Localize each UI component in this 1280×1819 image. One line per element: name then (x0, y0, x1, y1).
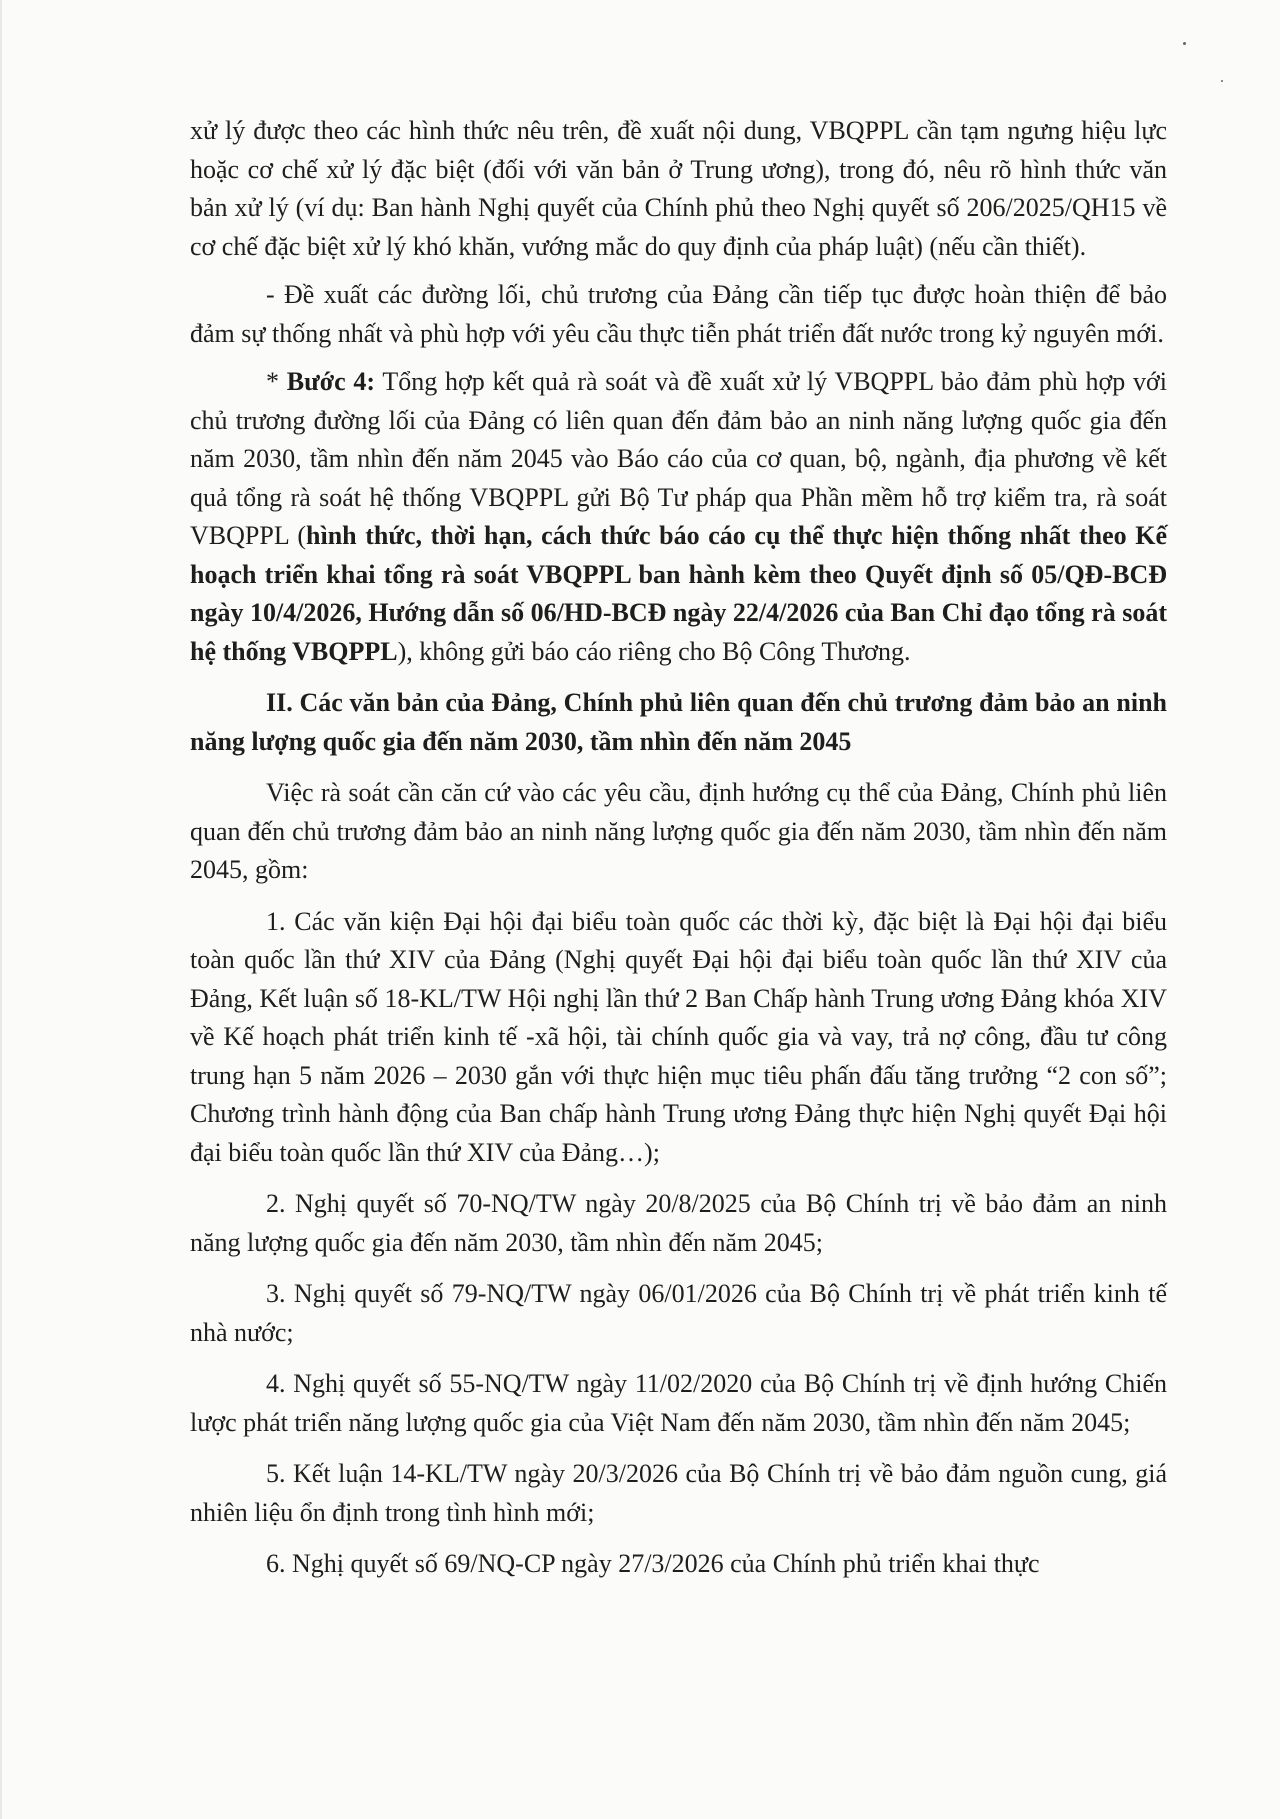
paragraph-step-4 (190, 363, 1167, 671)
step-star: * (266, 367, 287, 396)
step-bold-text: hình thức, thời hạn, cách thức báo cáo cụ thể thực hiện thống nhất theo Kế hoạch triển khai tổng rà soát VBQPPL ban hành kèm theo Quyết định số 05/QĐ-BCĐ ngày 10/4/2026, Hướng dẫn số 06/HD-BCĐ ngày 22/4/2026 của Ban Chỉ đạo tổng rà soát hệ thống VBQPPL (190, 521, 1167, 666)
list-item: 4. Nghị quyết số 55-NQ/TW ngày 11/02/2020 của Bộ Chính trị về định hướng Chiến lược phát triển năng lượng quốc gia của Việt Nam đến năm 2030, tầm nhìn đến năm 2045; (190, 1369, 1167, 1437)
list-item: 3. Nghị quyết số 79-NQ/TW ngày 06/01/2026 của Bộ Chính trị về phát triển kinh tế nhà nước; (190, 1279, 1167, 1347)
scan-edge (0, 0, 2, 1819)
paragraph-continuation: xử lý được theo các hình thức nêu trên, đề xuất nội dung, VBQPPL cần tạm ngưng hiệu lực hoặc cơ chế xử lý đặc biệt (đối với văn bản ở Trung ương), trong đó, nêu rõ hình thức văn bản xử lý (ví dụ: Ban hành Nghị quyết của Chính phủ theo Nghị quyết số 206/2025/QH15 về cơ chế đặc biệt xử lý khó khăn, vướng mắc do quy định của pháp luật) (nếu cần thiết). (190, 116, 1167, 261)
list-item: 5. Kết luận 14-KL/TW ngày 20/3/2026 của Bộ Chính trị về bảo đảm nguồn cung, giá nhiên liệu ổn định trong tình hình mới; (190, 1459, 1167, 1527)
scan-speck (1221, 80, 1223, 82)
paragraph-proposal: - Đề xuất các đường lối, chủ trương của Đảng cần tiếp tục được hoàn thiện để bảo đảm sự thống nhất và phù hợp với yêu cầu thực tiễn phát triển đất nước trong kỷ nguyên mới. (190, 280, 1167, 348)
paragraph-intro: Việc rà soát cần căn cứ vào các yêu cầu, định hướng cụ thể của Đảng, Chính phủ liên quan đến chủ trương đảm bảo an ninh năng lượng quốc gia đến năm 2030, tầm nhìn đến năm 2045, gồm: (190, 778, 1167, 884)
step-label: Bước 4: (286, 367, 376, 396)
scan-speck (1183, 42, 1186, 45)
list-item: 2. Nghị quyết số 70-NQ/TW ngày 20/8/2025 của Bộ Chính trị về bảo đảm an ninh năng lượng quốc gia đến năm 2030, tầm nhìn đến năm 2045; (190, 1189, 1167, 1257)
step-text-a: Tổng hợp kết quả rà soát và đề xuất xử lý VBQPPL bảo đảm phù hợp với chủ trương đường lối của Đảng có liên quan đến đảm bảo an ninh năng lượng quốc gia đến năm 2030, tầm nhìn đến năm 2045 vào Báo cáo của cơ quan, bộ, ngành, địa phương về kết quả tổng rà soát hệ thống VBQPPL gửi Bộ Tư pháp qua Phần mềm hỗ trợ kiểm tra, rà soát VBQPPL ( (190, 367, 1168, 550)
section-heading-text: II. Các văn bản của Đảng, Chính phủ liên quan đến chủ trương đảm bảo an ninh năng lượng quốc gia đến năm 2030, tầm nhìn đến năm 2045 (190, 688, 1167, 756)
list-item: 1. Các văn kiện Đại hội đại biểu toàn quốc các thời kỳ, đặc biệt là Đại hội đại biểu toàn quốc lần thứ XIV của Đảng (Nghị quyết Đại hội đại biểu toàn quốc lần thứ XIV của Đảng, Kết luận số 18-KL/TW Hội nghị lần thứ 2 Ban Chấp hành Trung ương Đảng khóa XIV về Kế hoạch phát triển kinh tế -xã hội, tài chính quốc gia và vay, trả nợ công, đầu tư công trung hạn 5 năm 2026 – 2030 gắn với thực hiện mục tiêu phấn đấu tăng trưởng “2 con số”; Chương trình hành động của Ban chấp hành Trung ương Đảng thực hiện Nghị quyết Đại hội đại biểu toàn quốc lần thứ XIV của Đảng…); (190, 906, 1167, 1167)
section-heading (190, 684, 1167, 761)
step-text-b: ), không gửi báo cáo riêng cho Bộ Công Thương. (397, 636, 911, 666)
list-item: 6. Nghị quyết số 69/NQ-CP ngày 27/3/2026 của Chính phủ triển khai thực (266, 1549, 1040, 1578)
